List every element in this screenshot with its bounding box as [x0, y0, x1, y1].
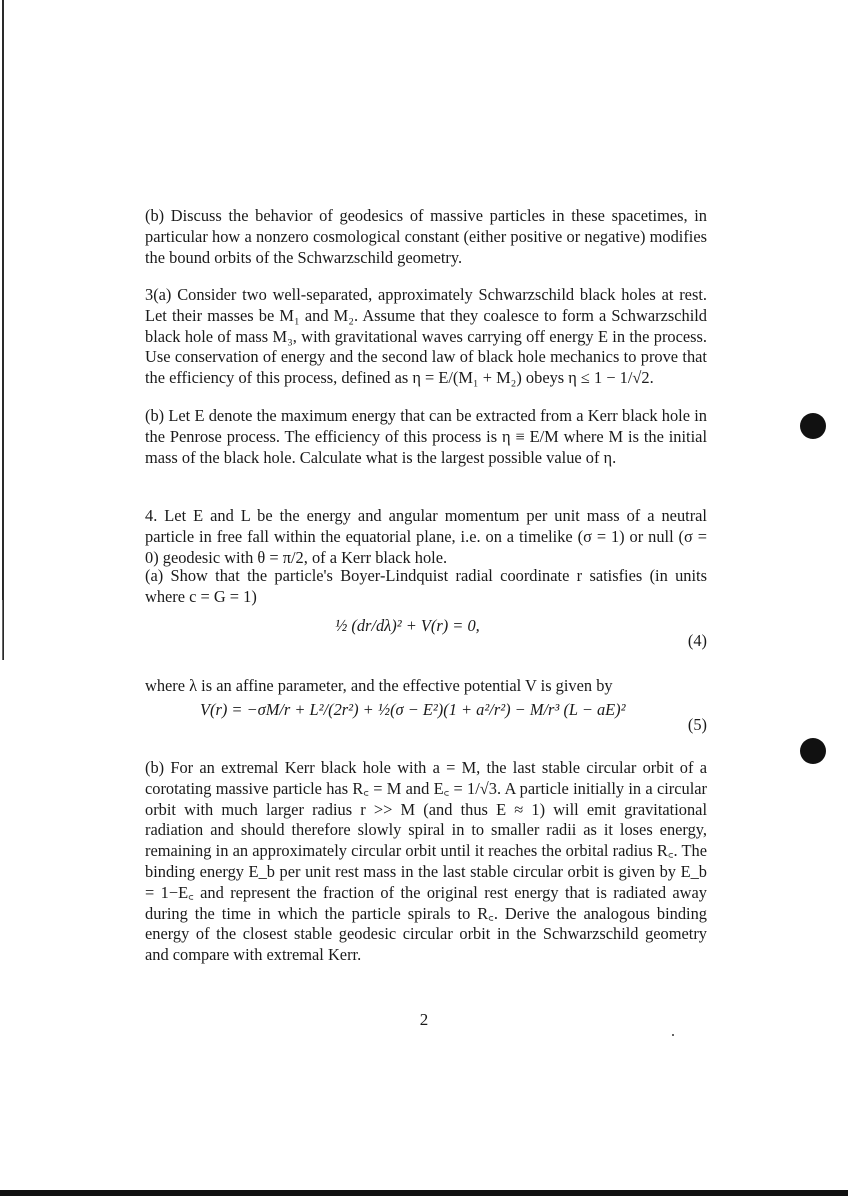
punch-hole: [800, 413, 826, 439]
paragraph-question-4b: (b) For an extremal Kerr black hole with a = M, the last stable circular orbit of a corotating massive particle has R꜀ = M and E꜀ = 1/√3. A particle initially in a circular orbit with much larger radius r >> M (and thus E ≈ 1) will emit gravitational radiation and should therefore slowly spiral in to smaller radii as it loses energy, remaining in an approximately circular orbit until it reaches the orbital radius R꜀. The binding energy E_b per unit rest mass in the last stable circular orbit is given by E_b = 1−E꜀ and represent the fraction of the original rest energy that is radiated away during the time in which the particle spirals to R꜀. Derive the analogous binding energy of the closest stable geodesic circular orbit in the Schwarzschild geometry and compare with extremal Kerr.: [145, 758, 707, 965]
punch-hole: [800, 738, 826, 764]
scan-left-edge-mark: [2, 600, 3, 660]
paragraph-question-4: 4. Let E and L be the energy and angular momentum per unit mass of a neutral particle in free fall within the equatorial plane, i.e. on a timelike (σ = 1) or null (σ = 0) geodesic with θ = π/2, of a Kerr black hole.: [145, 506, 707, 567]
paragraph-question-3b: (b) Let E denote the maximum energy that can be extracted from a Kerr black hole in the Penrose process. The efficiency of this process is η ≡ E/M where M is the initial mass of the black hole. Calculate what is the largest possible value of η.: [145, 406, 707, 467]
paragraph-where-affine: where λ is an affine parameter, and the effective potential V is given by: [145, 676, 613, 695]
page-number: 2: [419, 1010, 429, 1029]
paragraph-question-4a: (a) Show that the particle's Boyer-Lindquist radial coordinate r satisfies (in units where c = G = 1): [145, 566, 707, 606]
equation-4-number: (4): [687, 631, 707, 650]
scan-left-edge: [2, 0, 4, 660]
equation-4-body: ½ (dr/dλ)² + V(r) = 0,: [335, 616, 480, 635]
paragraph-part-b-geodesics: (b) Discuss the behavior of geodesics of massive particles in these spacetimes, in particular how a nonzero cosmological constant (either positive or negative) modifies the bound orbits of the Schwarzschild geometry.: [145, 206, 707, 267]
scan-bottom-edge: [0, 1190, 848, 1196]
equation-5-body: V(r) = −σM/r + L²/(2r²) + ½(σ − E²)(1 + a²/r²) − M/r³ (L − aE)²: [200, 700, 626, 719]
equation-4: [145, 616, 707, 666]
paragraph-question-3a: 3(a) Consider two well-separated, approximately Schwarzschild black holes at rest. Let their masses be M₁ and M₂. Assume that they coalesce to form a Schwarzschild black hole of mass M₃, with gravitational waves carrying off energy E in the process. Use conservation of energy and the second law of black hole mechanics to prove that the efficiency of this process, defined as η = E/(M₁ + M₂) obeys η ≤ 1 − 1/√2.: [145, 285, 707, 388]
equation-5-number: (5): [687, 715, 707, 734]
scan-speck: [672, 1034, 674, 1036]
equation-5: [145, 700, 707, 750]
